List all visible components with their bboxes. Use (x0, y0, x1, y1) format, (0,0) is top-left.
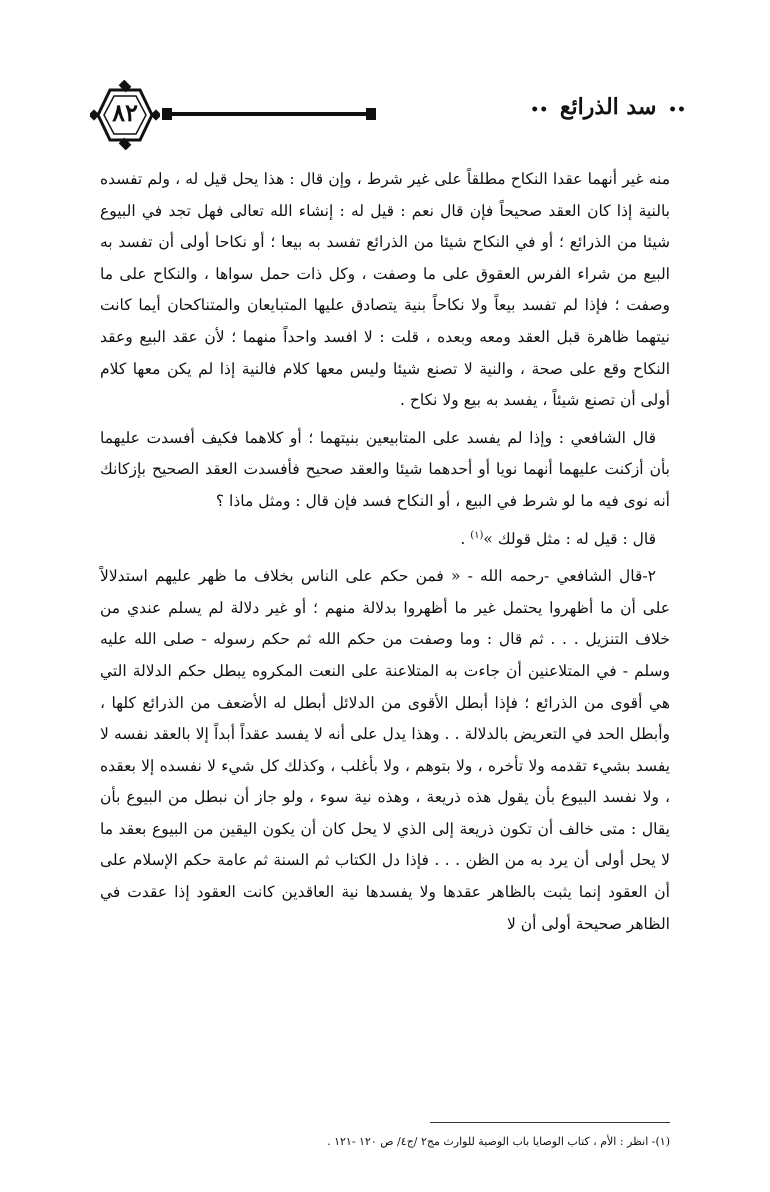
paragraph (100, 524, 670, 556)
main-text (100, 164, 670, 940)
title-dots: •• (668, 102, 686, 118)
quote-end-punct: . (460, 529, 471, 548)
title-dots: •• (530, 102, 549, 118)
paragraph: ٢-قال الشافعي -رحمه الله - « فمن حكم على الناس بخلاف ما ظهر عليهم استدلالاً على أن ما أظهروا يحتمل غير ما أظهروا بدلالة منهم ؛ أو غير دلالة لم يسلم عندي من خلاف التنزيل . . . ثم قال : وما وصفت من حكم الله ثم حكم رسوله - صلى الله عليه وسلم - في المتلاعنين أن جاءت به المتلاعنة على النعت المكروه يبطل حكم الدلالة التي هي أقوى من الذرائع ؛ فإذا أبطل الأقوى من الدلائل أبطل له الأضعف من الذرائع كلها ، وأبطل الحد في التعريض بالدلالة . . وهذا يدل على أنه لا يفسد عقداً أبداً إلا بالعقد نفسه لا يفسد بشيء تقدمه ولا تأخره ، ولا بتوهم ، ولا بأغلب ، وكذلك كل شيء لا نفسده إلا بعقده ، ولا نفسد البيوع بأن يقول هذه ذريعة ، وهذه نية سوء ، ولو جاز أن نبطل من البيوع بأن يقال : متى خالف أن تكون ذريعة إلى الذي لا يحل كان أن يكون اليقين من البيوع بعقد ما لا يحل أولى أن يرد به من الظن . . . فإذا دل الكتاب ثم السنة ثم عامة حكم الإسلام على أن العقود إنما يثبت بالظاهر عقدها ولا يفسدها نية العاقدين كانت العقود إذا عقدت في الظاهر صحيحة أولى أن لا (100, 567, 670, 933)
footnote-ref[interactable]: (١) (470, 529, 484, 541)
page-number-badge (90, 80, 160, 150)
footnote-divider (430, 1122, 670, 1123)
header-rule-end (162, 108, 172, 120)
footnote: (١)- انظر : الأم ، كتاب الوصايا باب الوصية للوارث مج٢ /ج٤/ ص ١٢٠ -١٢١ . (327, 1135, 670, 1148)
running-title-text: سد الذرائع (559, 94, 657, 120)
quote-end-text: قال : قيل له : مثل قولك » (483, 529, 656, 548)
running-title (526, 94, 690, 120)
header-rule (162, 112, 376, 116)
paragraph: قال الشافعي : وإذا لم يفسد على المتابيعين بنيتهما ؛ أو كلاهما فكيف أفسدت عليهما بأن أزكنت عليهما أنهما نويا أو أحدهما شيئا والعقد صحيح فأفسدت العقد الصحيح بإزكانك أنه نوى فيه ما لو شرط في البيع ، أو النكاح فسد فإن قال : ومثل ماذا ؟ (100, 428, 670, 510)
page-number: ٨٢ (112, 98, 138, 127)
paragraph: منه غير أنهما عقدا النكاح مطلقاً على غير شرط ، وإن قال : هذا يحل قيل له ، ولم تفسده بالنية إذا كان العقد صحيحاً فإن قال نعم : قيل له : إنشاء الله تعالى فهل تجد في البيوع شيئا من الذرائع ؛ أو في النكاح شيئا من الذرائع تفسد به بيعا ؛ أو نكاحا أولى أن تفسد به البيع من شراء الفرس العقوق على ما وصفت ، وكل ذات حمل سواها ، والنكاح على ما وصفت ؛ فإذا لم تفسد بيعاً ولا نكاحاً بنية يتصادق عليها المتبايعان والمتناكحان أيما كانت نيتهما ظاهرة قبل العقد ومعه وبعده ، قلت : لا افسد واحداً منهما ؛ لأن عقد البيع وعقد النكاح وقع على صحة ، والنية لا تصنع شيئا وليس معها كلام فالنية إذا لم يكن معها كلام أولى أن تصنع شيئاً ، يفسد به بيع ولا نكاح . (100, 170, 670, 410)
header-rule-end (366, 108, 376, 120)
page-header (90, 80, 690, 150)
